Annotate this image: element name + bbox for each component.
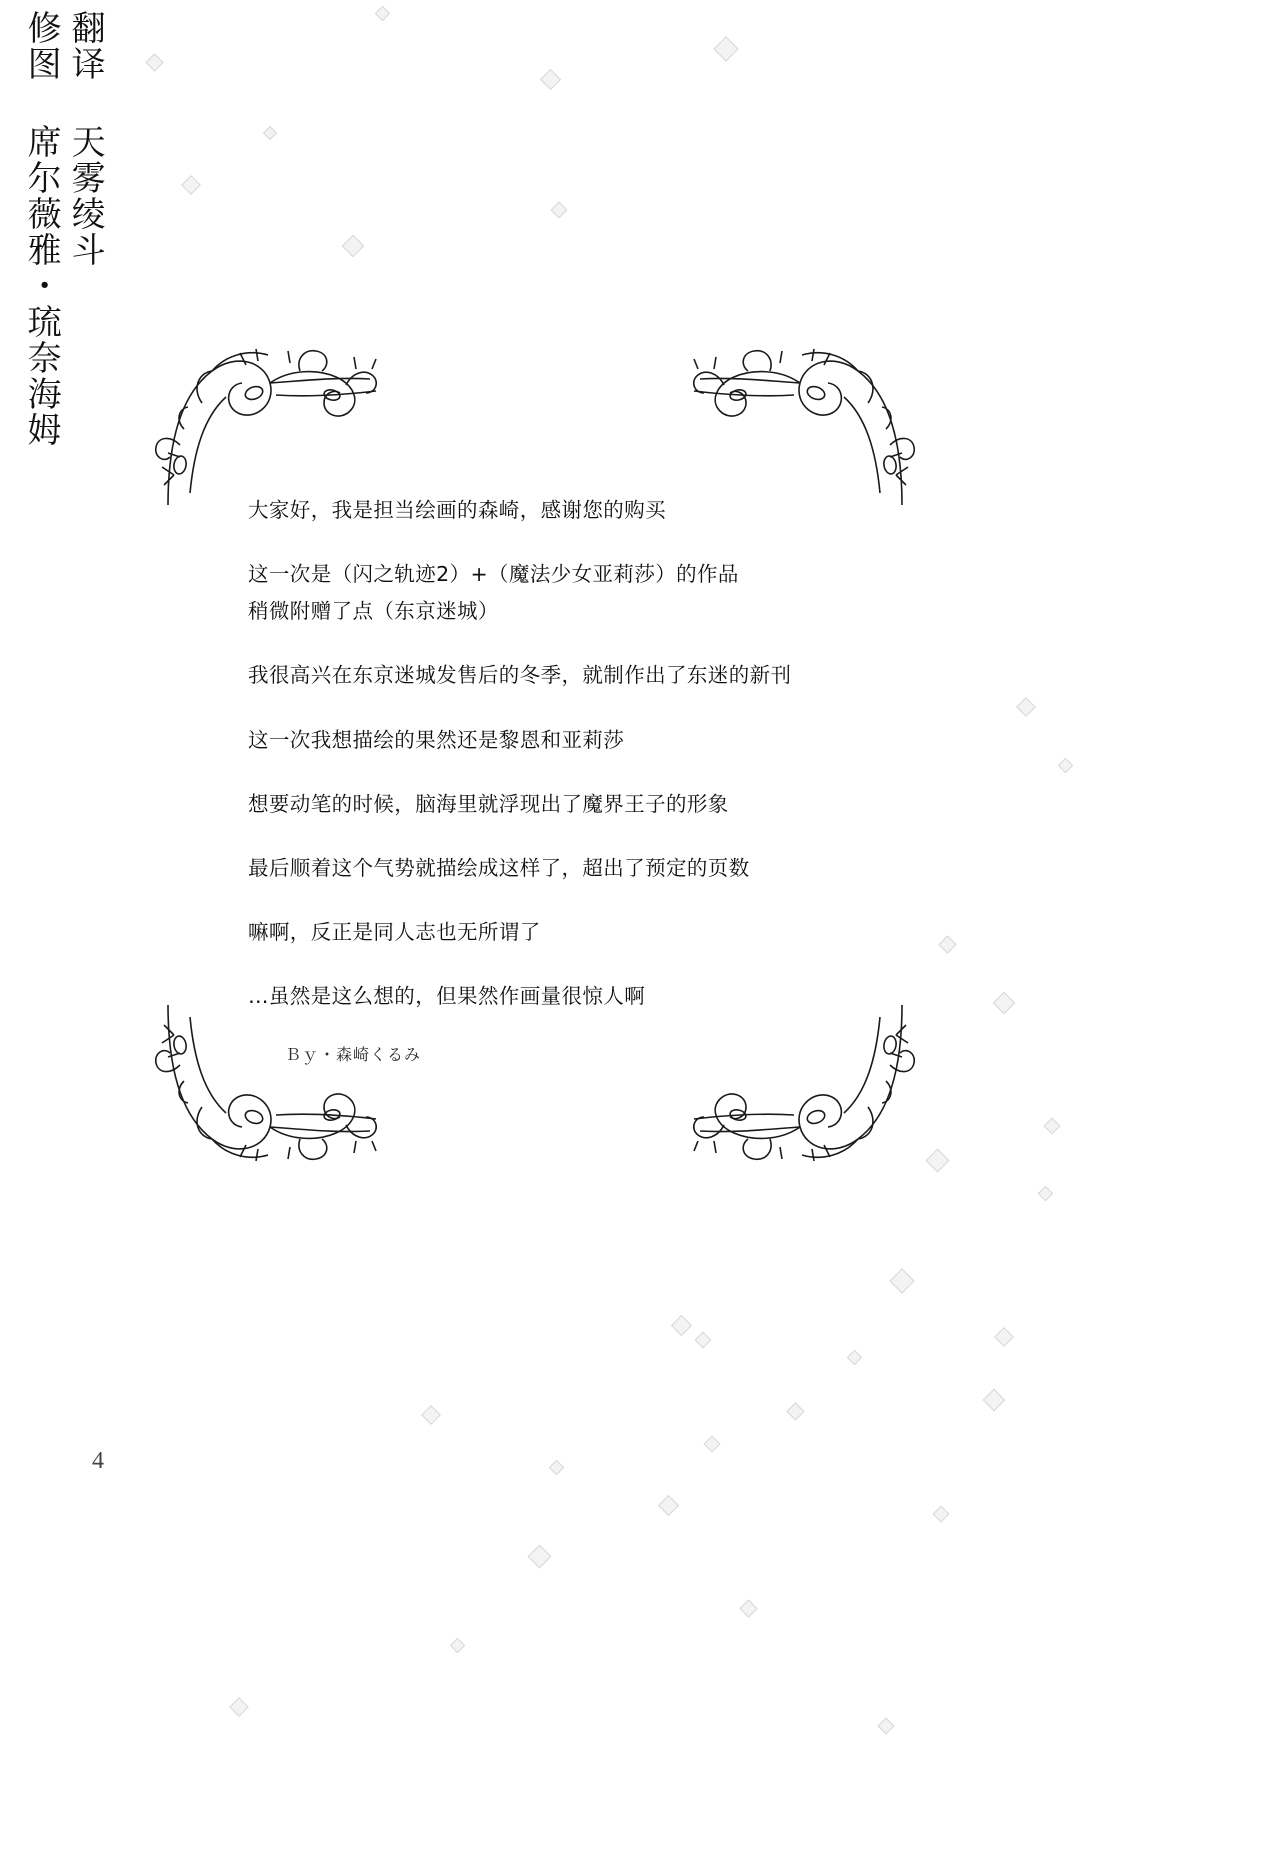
afterword-paragraph: 想要动笔的时候，脑海里就浮现出了魔界王子的形象 bbox=[248, 791, 729, 816]
sparkle-dot bbox=[1016, 697, 1036, 717]
sparkle-dot bbox=[549, 1460, 565, 1476]
sparkle-dot bbox=[713, 36, 738, 61]
sparkle-dot bbox=[540, 69, 561, 90]
sparkle-dot bbox=[1038, 1186, 1054, 1202]
credit-translator: 翻译 天雾绫斗 bbox=[65, 10, 106, 268]
sparkle-dot bbox=[704, 1436, 721, 1453]
sparkle-dot bbox=[342, 235, 365, 258]
sparkle-dot bbox=[847, 1350, 863, 1366]
afterword-text bbox=[248, 495, 968, 1045]
sparkle-dot bbox=[889, 1268, 914, 1293]
credit-editor: 修图 席尔薇雅・琉奈海姆 bbox=[21, 10, 62, 448]
sparkle-dot bbox=[658, 1495, 679, 1516]
sparkle-dot bbox=[933, 1506, 950, 1523]
sparkle-dot bbox=[878, 1718, 895, 1735]
afterword-paragraph: 我很高兴在东京迷城发售后的冬季，就制作出了东迷的新刊 bbox=[248, 663, 792, 688]
sparkle-dot bbox=[229, 1697, 249, 1717]
afterword-paragraph: 稍微附赠了点（东京迷城） bbox=[248, 599, 499, 624]
sparkle-dot bbox=[1058, 758, 1074, 774]
afterword-paragraph: 这一次我想描绘的果然还是黎恩和亚莉莎 bbox=[248, 727, 625, 752]
sparkle-dot bbox=[1044, 1118, 1061, 1135]
sparkle-dot bbox=[695, 1332, 712, 1349]
afterword-paragraph: 大家好，我是担当绘画的森崎，感谢您的购买 bbox=[248, 498, 666, 522]
page-number: 4 bbox=[92, 1448, 104, 1474]
sparkle-dot bbox=[527, 1544, 551, 1568]
sparkle-dot bbox=[983, 1389, 1006, 1412]
sparkle-dot bbox=[263, 126, 277, 140]
sparkle-dot bbox=[786, 1402, 804, 1420]
sparkle-dot bbox=[450, 1638, 466, 1654]
sparkle-dot bbox=[551, 202, 568, 219]
sparkle-dot bbox=[181, 175, 201, 195]
author-signature: Ｂｙ・森崎くるみ bbox=[285, 1045, 422, 1064]
sparkle-dot bbox=[739, 1599, 757, 1617]
credits-block bbox=[22, 10, 104, 448]
sparkle-dot bbox=[671, 1315, 692, 1336]
afterword-paragraph: …虽然是这么想的，但果然作画量很惊人啊 bbox=[248, 984, 646, 1009]
sparkle-dot bbox=[994, 1327, 1014, 1347]
afterword-paragraph: 嘛啊，反正是同人志也无所谓了 bbox=[248, 920, 541, 945]
afterword-paragraph: 这一次是（闪之轨迹2）+（魔法少女亚莉莎）的作品 bbox=[248, 562, 739, 587]
sparkle-dot bbox=[993, 992, 1016, 1015]
sparkle-dot bbox=[925, 1148, 949, 1172]
sparkle-dot bbox=[375, 6, 391, 22]
afterword-paragraph: 最后顺着这个气势就描绘成这样了，超出了预定的页数 bbox=[248, 855, 750, 880]
sparkle-dot bbox=[421, 1405, 441, 1425]
sparkle-dot bbox=[145, 53, 163, 71]
